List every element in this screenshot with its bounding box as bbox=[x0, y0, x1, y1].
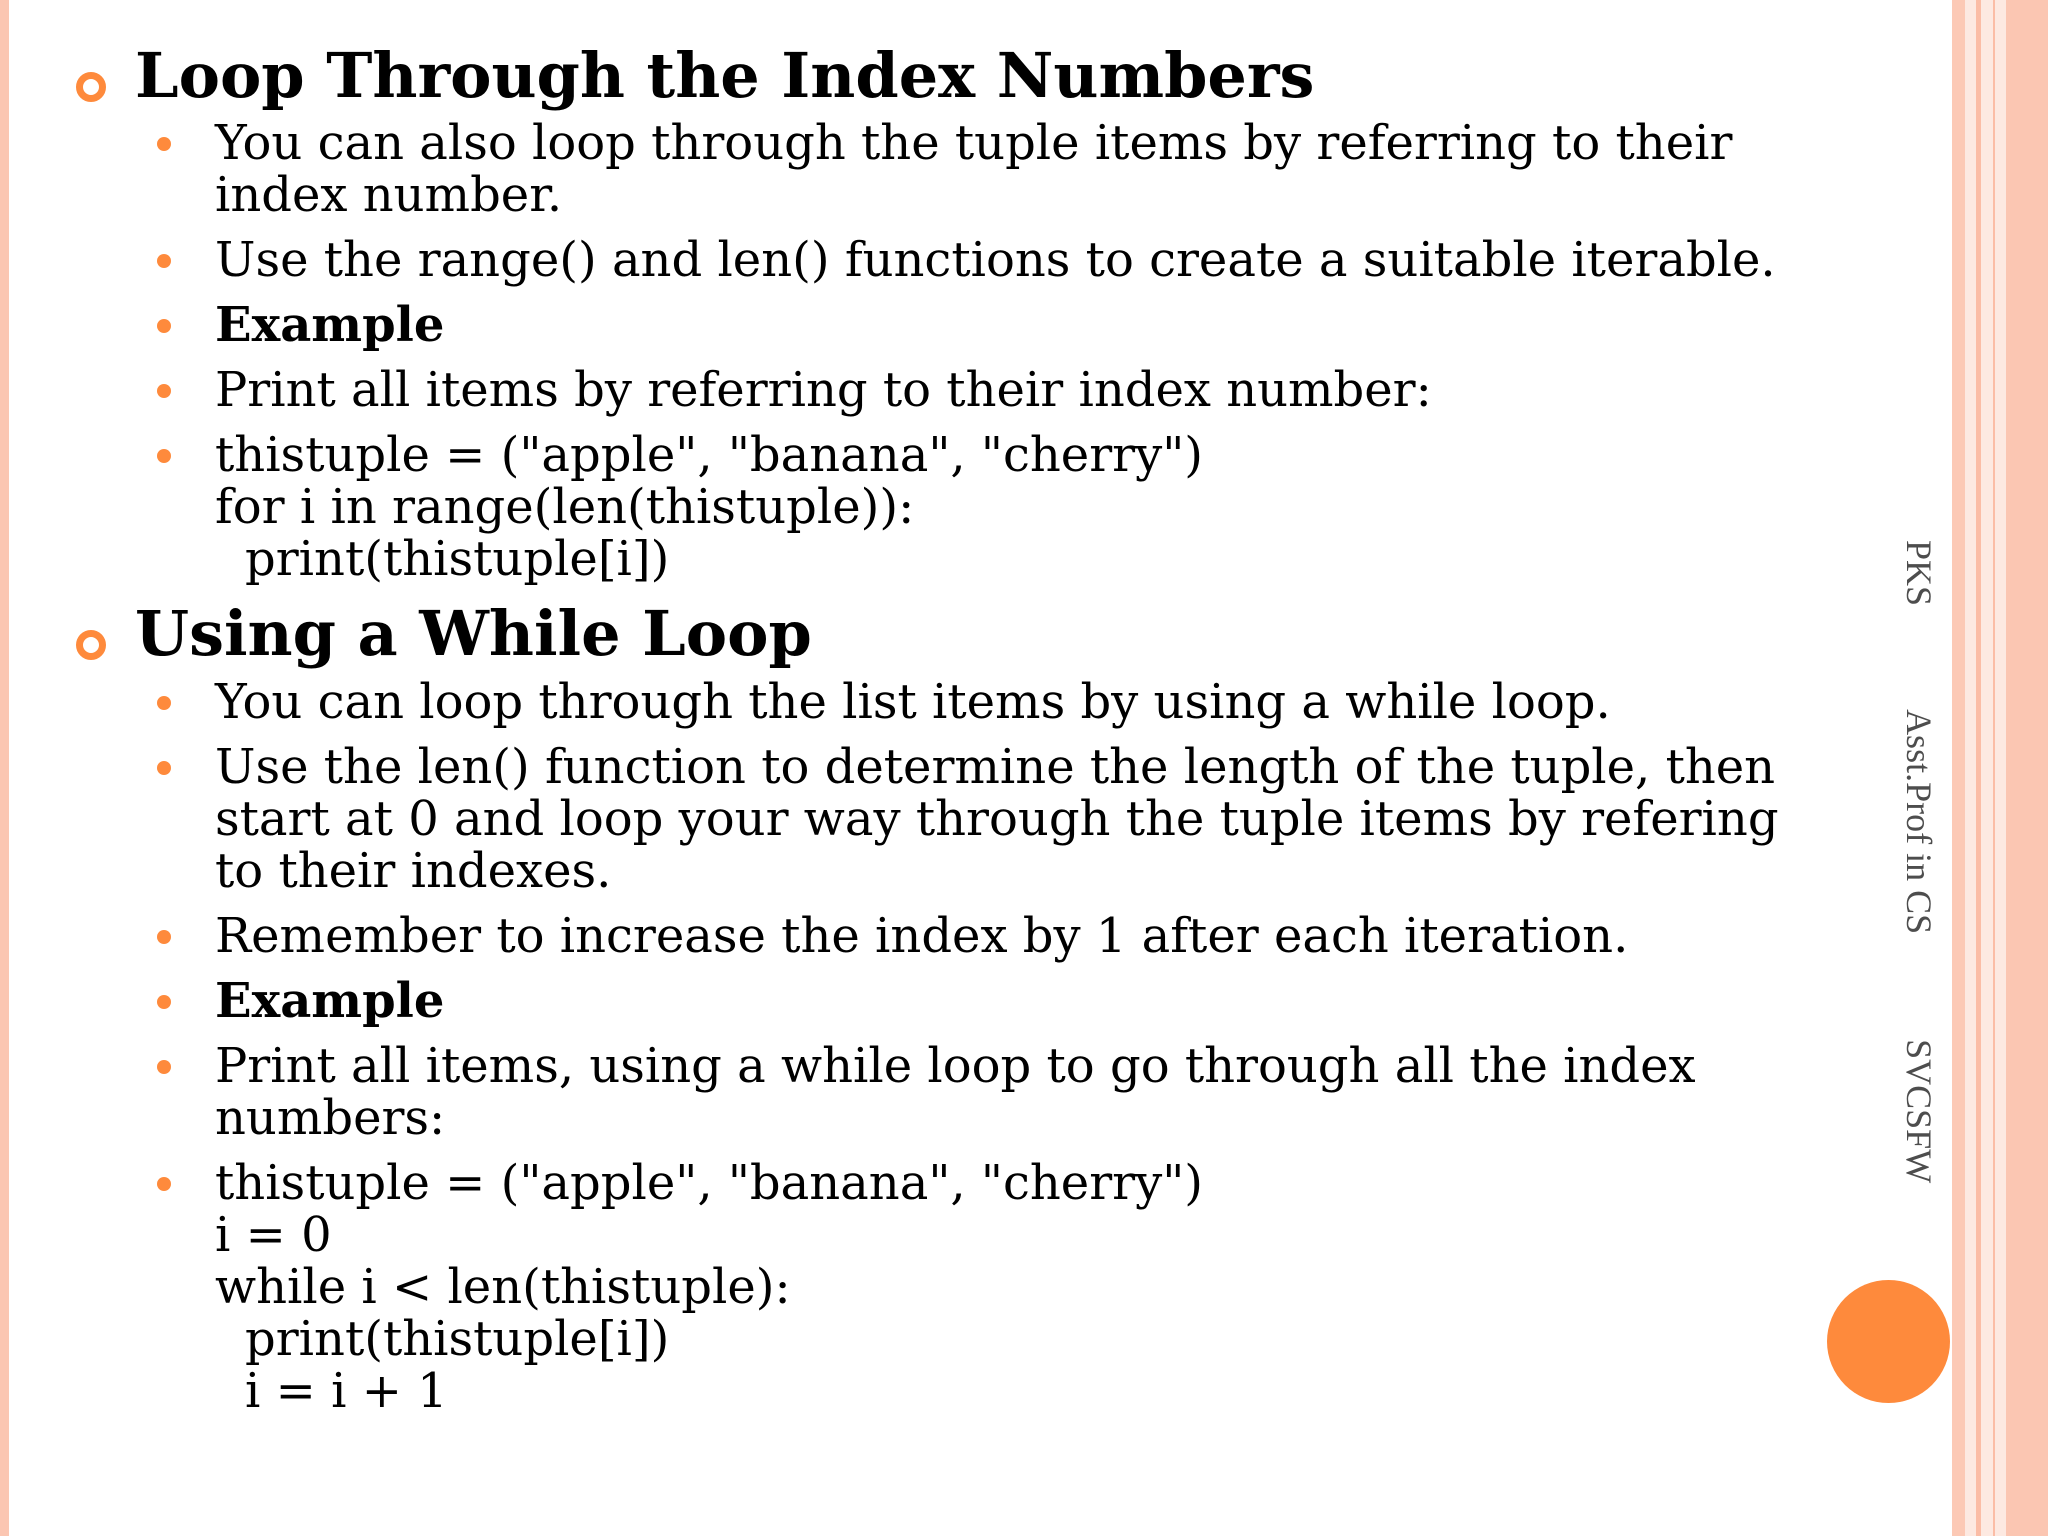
code-line: while i < len(thistuple): bbox=[215, 1258, 791, 1315]
bullet-dot-icon bbox=[157, 761, 171, 775]
list-item: Remember to increase the index by 1 after each iteration. bbox=[215, 910, 1950, 962]
code-example bbox=[215, 427, 1950, 588]
bullet-dot-icon bbox=[157, 254, 171, 268]
list-item: Use the len() function to determine the length of the tuple, then start at 0 and loop your way through the tuple items by refering to their indexes. bbox=[215, 741, 1950, 897]
right-stripe-decoration bbox=[2006, 0, 2048, 1536]
footer-designation: Asst.Prof in CS bbox=[1899, 709, 1939, 935]
bullet-dot-icon bbox=[157, 137, 171, 151]
bullet-dot-icon bbox=[157, 930, 171, 944]
slide-content bbox=[60, 40, 1950, 1430]
code-line: i = i + 1 bbox=[245, 1362, 448, 1419]
left-border-decoration bbox=[0, 0, 9, 1536]
bullet-list bbox=[60, 673, 1950, 1419]
code-line: i = 0 bbox=[215, 1206, 332, 1263]
bullet-dot-icon bbox=[157, 995, 171, 1009]
section-title-index-numbers bbox=[60, 40, 1950, 111]
section-title-text: Loop Through the Index Numbers bbox=[135, 39, 1315, 112]
bullet-dot-icon bbox=[157, 319, 171, 333]
bullet-dot-icon bbox=[157, 1060, 171, 1074]
list-item: Print all items, using a while loop to go through all the index numbers: bbox=[215, 1040, 1950, 1144]
list-item: You can also loop through the tuple items by referring to their index number. bbox=[215, 117, 1950, 221]
list-item: Use the range() and len() functions to create a suitable iterable. bbox=[215, 234, 1950, 286]
right-stripe-decoration bbox=[1993, 0, 1995, 1536]
ring-bullet-icon bbox=[76, 630, 106, 660]
code-line: for i in range(len(thistuple)): bbox=[215, 479, 915, 536]
ring-bullet-icon bbox=[76, 72, 106, 102]
section-title-text: Using a While Loop bbox=[135, 597, 812, 671]
bullet-dot-icon bbox=[157, 1177, 171, 1191]
list-item: Example bbox=[215, 299, 1950, 351]
code-example bbox=[215, 1154, 1950, 1419]
bullet-dot-icon bbox=[157, 449, 171, 463]
code-line: thistuple = ("apple", "banana", "cherry") bbox=[215, 427, 1204, 484]
code-line: thistuple = ("apple", "banana", "cherry") bbox=[215, 1154, 1204, 1211]
footer-institution: SVCSFW bbox=[1899, 1039, 1939, 1184]
footer-author: PKS bbox=[1899, 540, 1939, 607]
code-line: print(thistuple[i]) bbox=[245, 531, 670, 588]
bullet-dot-icon bbox=[157, 384, 171, 398]
list-item: You can loop through the list items by using a while loop. bbox=[215, 676, 1950, 728]
right-stripe-decoration bbox=[1976, 0, 1981, 1536]
code-line: print(thistuple[i]) bbox=[245, 1310, 670, 1367]
right-stripe-decoration bbox=[1952, 0, 1965, 1536]
bullet-list bbox=[60, 115, 1950, 588]
list-item: Example bbox=[215, 975, 1950, 1027]
bullet-dot-icon bbox=[157, 696, 171, 710]
section-title-while-loop bbox=[60, 598, 1950, 669]
list-item: Print all items by referring to their index number: bbox=[215, 364, 1950, 416]
